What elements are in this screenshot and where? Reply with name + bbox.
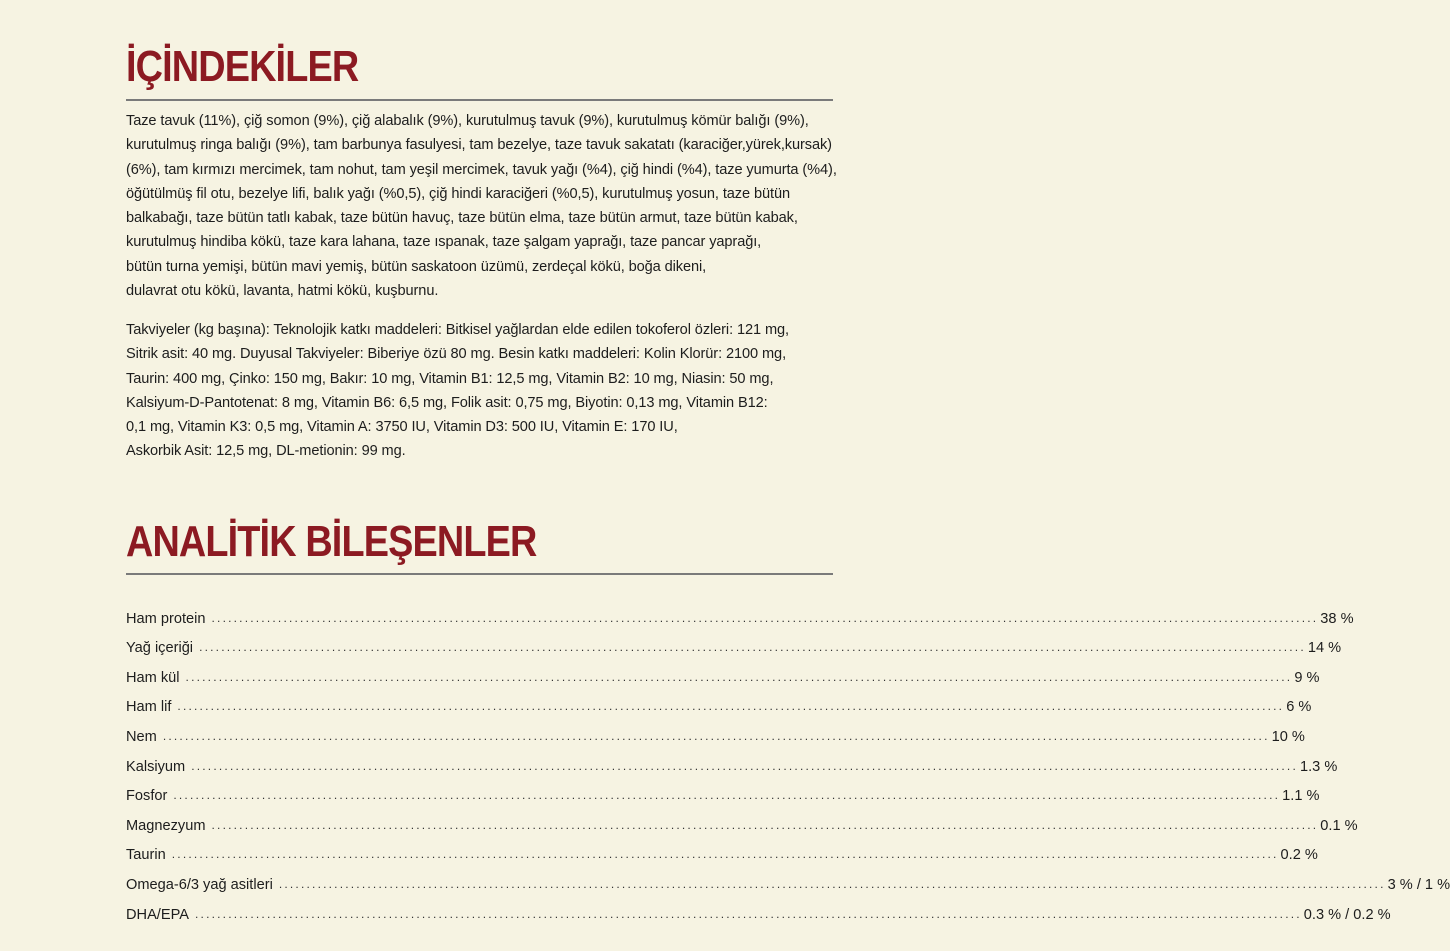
supplements-line: Taurin: 400 mg, Çinko: 150 mg, Bakır: 10 mg, Vitamin B1: 12,5 mg, Vitamin B2: 10 mg, Niasin: 50 mg, (126, 370, 774, 387)
ingredients-line: Taze tavuk (11%), çiğ somon (9%), çiğ alabalık (9%), kurutulmuş tavuk (9%), kurutulmuş kömür balığı (9%), (126, 113, 809, 129)
analysis-row (126, 775, 1320, 805)
analysis-label: DHA/EPA (126, 906, 189, 923)
dot-leader: ........................................................................................................................................................................................................ (177, 699, 1285, 714)
analysis-row (126, 863, 1450, 893)
dot-leader: ........................................................................................................................................................................................................ (191, 758, 1298, 773)
analysis-value: 1.1 % (1282, 788, 1320, 805)
supplements-line: Sitrik asit: 40 mg. Duyusal Takviyeler: Biberiye özü 80 mg. Besin katkı maddeleri: Kolin Klorür: 2100 mg, (126, 346, 787, 363)
dot-leader: ........................................................................................................................................................................................................ (211, 610, 1319, 625)
dot-leader: ........................................................................................................................................................................................................ (199, 640, 1306, 655)
analysis-row (126, 834, 1318, 864)
analysis-table (126, 597, 1450, 923)
analysis-label: Ham lif (126, 699, 172, 716)
analysis-label: Omega-6/3 yağ asitleri (126, 876, 273, 893)
analysis-label: Fosfor (126, 788, 168, 805)
supplements-line: 0,1 mg, Vitamin K3: 0,5 mg, Vitamin A: 3750 IU, Vitamin D3: 500 IU, Vitamin E: 170 IU, (126, 419, 678, 436)
ingredients-title: İÇİNDEKİLER (126, 42, 359, 91)
dot-leader: ........................................................................................................................................................................................................ (195, 906, 1302, 921)
analysis-value: 0.3 % / 0.2 % (1303, 906, 1391, 923)
analysis-row (126, 656, 1320, 686)
analysis-value: 3 % / 1 % (1387, 876, 1450, 893)
ingredients-divider (126, 99, 833, 101)
analysis-value: 0.2 % (1280, 847, 1318, 864)
dot-leader: ........................................................................................................................................................................................................ (185, 669, 1293, 684)
supplements-paragraph (126, 318, 846, 464)
analysis-row (126, 627, 1342, 657)
ingredients-line: dulavrat otu kökü, lavanta, hatmi kökü, kuşburnu. (126, 283, 439, 300)
analysis-label: Taurin (126, 847, 166, 864)
dot-leader: ........................................................................................................................................................................................................ (171, 847, 1279, 862)
ingredients-line: kurutulmuş hindiba kökü, taze kara lahana, taze ıspanak, taze şalgam yaprağı, taze pancar yaprağı, (126, 234, 762, 251)
analysis-value: 10 % (1271, 728, 1305, 745)
analysis-value: 9 % (1294, 669, 1320, 686)
supplements-line: Takviyeler (kg başına): Teknolojik katkı maddeleri: Bitkisel yağlardan elde edilen tokoferol özleri: 121 mg, (126, 322, 790, 338)
analysis-value: 14 % (1307, 640, 1342, 657)
analysis-value: 6 % (1286, 699, 1312, 716)
dot-leader: ........................................................................................................................................................................................................ (278, 876, 1386, 891)
analysis-label: Kalsiyum (126, 758, 186, 775)
ingredients-line: balkabağı, taze bütün tatlı kabak, taze bütün havuç, taze bütün elma, taze bütün armut, taze bütün kabak, (126, 210, 798, 227)
analysis-value: 0.1 % (1320, 817, 1358, 834)
ingredients-line: bütün turna yemişi, bütün mavi yemiş, bütün saskatoon üzümü, zerdeçal kökü, boğa dikeni, (126, 258, 707, 275)
analysis-divider (126, 573, 833, 575)
analysis-title: ANALİTİK BİLEŞENLER (126, 517, 537, 566)
analysis-row (126, 745, 1338, 775)
analysis-row (126, 804, 1358, 834)
analysis-label: Ham protein (126, 610, 206, 627)
analysis-row (126, 597, 1354, 627)
analysis-row (126, 686, 1312, 716)
analysis-label: Magnezyum (126, 817, 206, 834)
analysis-row (126, 893, 1391, 923)
analysis-label: Nem (126, 728, 157, 745)
dot-leader: ........................................................................................................................................................................................................ (162, 728, 1270, 743)
supplements-line: Askorbik Asit: 12,5 mg, DL-metionin: 99 mg. (126, 443, 406, 460)
ingredients-line: (6%), tam kırmızı mercimek, tam nohut, tam yeşil mercimek, tavuk yağı (%4), çiğ hindi (%4), taze yumurta (%4), (126, 161, 837, 178)
analysis-label: Yağ içeriği (126, 640, 194, 657)
analysis-value: 38 % (1320, 610, 1354, 627)
ingredients-paragraph (126, 109, 846, 303)
analysis-value: 1.3 % (1300, 758, 1338, 775)
analysis-row (126, 715, 1305, 745)
analysis-label: Ham kül (126, 669, 180, 686)
dot-leader: ........................................................................................................................................................................................................ (211, 817, 1319, 832)
ingredients-line: öğütülmüş fil otu, bezelye lifi, balık yağı (%0,5), çiğ hindi karaciğeri (%0,5), kurutulmuş yosun, taze bütün (126, 185, 790, 202)
dot-leader: ........................................................................................................................................................................................................ (173, 788, 1281, 803)
supplements-line: Kalsiyum-D-Pantotenat: 8 mg, Vitamin B6: 6,5 mg, Folik asit: 0,75 mg, Biyotin: 0,13 mg, Vitamin B12: (126, 394, 768, 411)
ingredients-line: kurutulmuş ringa balığı (9%), tam barbunya fasulyesi, tam bezelye, taze tavuk sakatatı (karaciğer,yürek,kursak) (126, 137, 832, 154)
